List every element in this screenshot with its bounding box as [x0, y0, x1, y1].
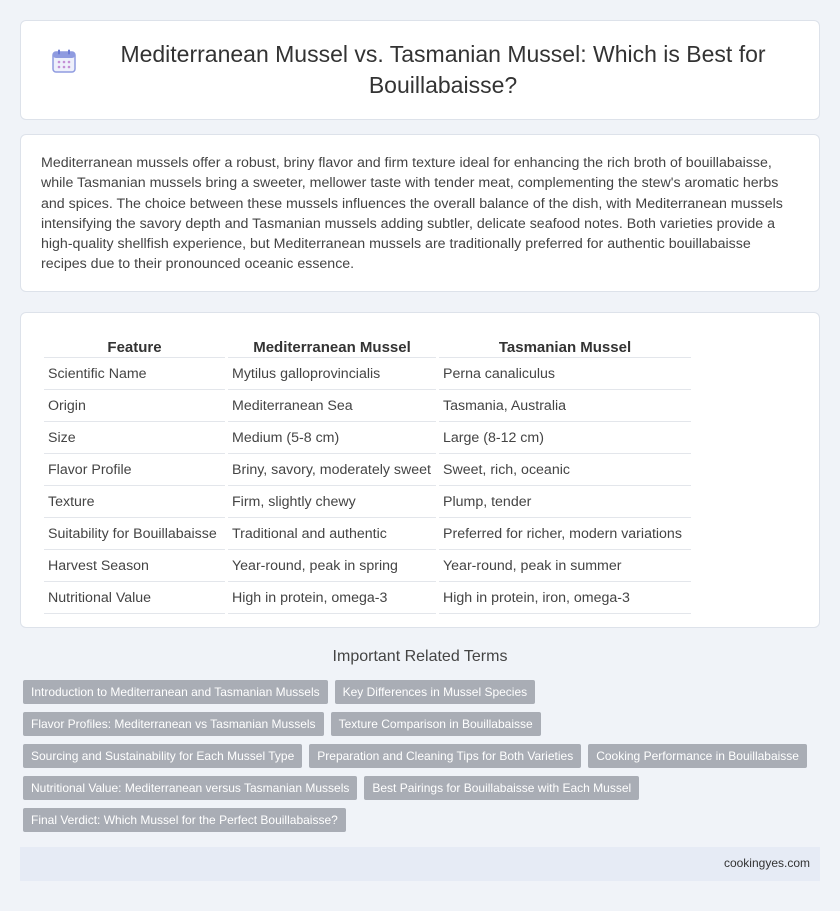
table-cell-mediterranean: Mytilus galloprovincialis: [228, 360, 436, 390]
table-header-row: [44, 335, 691, 358]
comparison-card: [20, 312, 820, 628]
related-terms-list: [23, 680, 823, 840]
table-cell-feature: Texture: [44, 488, 225, 518]
table-row: [44, 520, 691, 550]
related-term-tag[interactable]: Preparation and Cleaning Tips for Both Varieties: [309, 744, 581, 768]
comparison-table: [41, 333, 694, 616]
table-cell-tasmanian: Year-round, peak in summer: [439, 552, 691, 582]
table-cell-tasmanian: Large (8-12 cm): [439, 424, 691, 454]
table-cell-mediterranean: Year-round, peak in spring: [228, 552, 436, 582]
table-cell-feature: Scientific Name: [44, 360, 225, 390]
table-cell-feature: Flavor Profile: [44, 456, 225, 486]
table-cell-mediterranean: Briny, savory, moderately sweet: [228, 456, 436, 486]
table-row: [44, 456, 691, 486]
table-cell-feature: Harvest Season: [44, 552, 225, 582]
table-cell-feature: Suitability for Bouillabaisse: [44, 520, 225, 550]
table-cell-tasmanian: High in protein, iron, omega-3: [439, 584, 691, 614]
table-row: [44, 584, 691, 614]
summary-text: Mediterranean mussels offer a robust, briny flavor and firm texture ideal for enhancing the rich broth of bouillabaisse, while Tasmanian mussels bring a sweeter, mellower taste with tender meat, complementing the stew's aromatic herbs and spices. The choice between these mussels influences the overall balance of the dish, with Mediterranean mussels intensifying the savory depth and Tasmanian mussels adding subtler, delicate seafood notes. Both varieties provide a high-quality shellfish experience, but Mediterranean mussels are traditionally preferred for authentic bouillabaisse recipes due to their pronounced oceanic essence.: [41, 155, 783, 273]
table-row: [44, 488, 691, 518]
table-cell-tasmanian: Perna canaliculus: [439, 360, 691, 390]
related-term-tag[interactable]: Nutritional Value: Mediterranean versus Tasmanian Mussels: [23, 776, 357, 800]
column-header-mediterranean: Mediterranean Mussel: [228, 335, 436, 358]
column-header-tasmanian: Tasmanian Mussel: [439, 335, 691, 358]
related-term-tag[interactable]: Texture Comparison in Bouillabaisse: [331, 712, 541, 736]
related-term-tag[interactable]: Introduction to Mediterranean and Tasmanian Mussels: [23, 680, 328, 704]
table-cell-feature: Nutritional Value: [44, 584, 225, 614]
table-row: [44, 360, 691, 390]
table-cell-feature: Size: [44, 424, 225, 454]
table-row: [44, 392, 691, 422]
table-cell-mediterranean: High in protein, omega-3: [228, 584, 436, 614]
related-term-tag[interactable]: Flavor Profiles: Mediterranean vs Tasmanian Mussels: [23, 712, 324, 736]
page-footer: [20, 847, 820, 881]
related-term-tag[interactable]: Key Differences in Mussel Species: [335, 680, 536, 704]
page-title: Mediterranean Mussel vs. Tasmanian Mussel: Which is Best for Bouillabaisse?: [120, 41, 766, 98]
table-row: [44, 552, 691, 582]
table-cell-mediterranean: Medium (5-8 cm): [228, 424, 436, 454]
calendar-icon: [51, 48, 77, 74]
related-term-tag[interactable]: Sourcing and Sustainability for Each Mussel Type: [23, 744, 302, 768]
related-term-tag[interactable]: Best Pairings for Bouillabaisse with Each Mussel: [364, 776, 639, 800]
related-term-tag[interactable]: Final Verdict: Which Mussel for the Perfect Bouillabaisse?: [23, 808, 346, 832]
summary-card: [20, 134, 820, 292]
table-cell-mediterranean: Traditional and authentic: [228, 520, 436, 550]
related-term-tag[interactable]: Cooking Performance in Bouillabaisse: [588, 744, 807, 768]
table-cell-mediterranean: Mediterranean Sea: [228, 392, 436, 422]
table-cell-tasmanian: Tasmania, Australia: [439, 392, 691, 422]
site-link[interactable]: cookingyes.com: [723, 856, 810, 870]
column-header-feature: Feature: [44, 335, 225, 358]
table-cell-tasmanian: Preferred for richer, modern variations: [439, 520, 691, 550]
table-cell-feature: Origin: [44, 392, 225, 422]
page-header: [20, 20, 820, 120]
table-cell-tasmanian: Plump, tender: [439, 488, 691, 518]
table-cell-mediterranean: Firm, slightly chewy: [228, 488, 436, 518]
table-cell-tasmanian: Sweet, rich, oceanic: [439, 456, 691, 486]
table-row: [44, 424, 691, 454]
related-terms-heading: Important Related Terms: [332, 648, 508, 665]
